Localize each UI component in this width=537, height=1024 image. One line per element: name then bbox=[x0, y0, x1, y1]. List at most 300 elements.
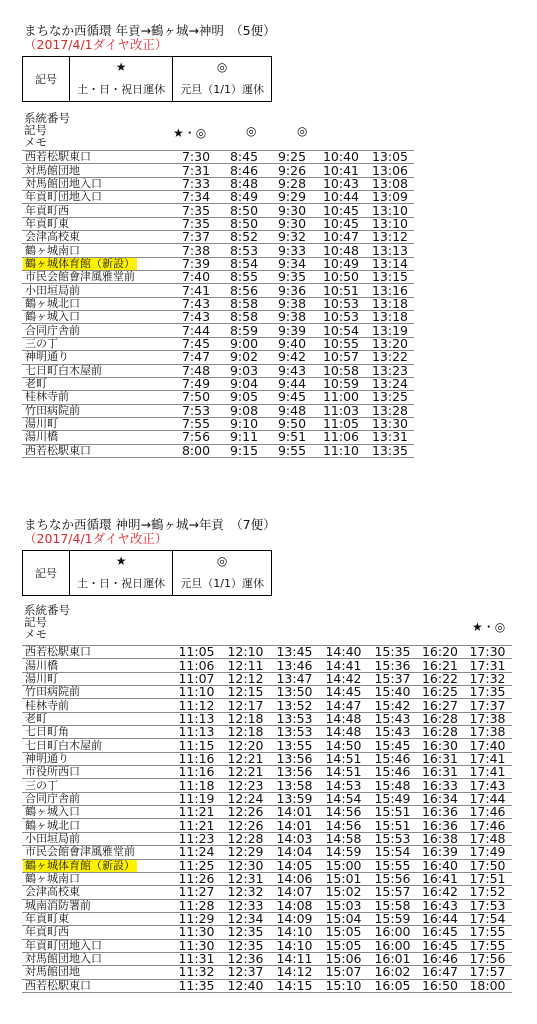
departure-time: 14:04 bbox=[270, 846, 319, 859]
departure-time: 17:38 bbox=[463, 726, 512, 739]
departure-time: 13:08 bbox=[366, 177, 414, 190]
departure-time: 13:47 bbox=[270, 672, 319, 685]
departure-time: 9:02 bbox=[220, 351, 268, 364]
timetable-body bbox=[22, 151, 414, 458]
departure-time: 9:40 bbox=[268, 337, 316, 350]
departure-time: 10:49 bbox=[316, 257, 366, 270]
stop-name bbox=[22, 151, 172, 164]
departure-time: 9:26 bbox=[268, 164, 316, 177]
departure-time: 16:01 bbox=[368, 952, 417, 965]
double-circle-icon: ◎ bbox=[173, 57, 272, 78]
departure-time: 9:10 bbox=[220, 417, 268, 430]
stop-name bbox=[22, 899, 172, 912]
meta-labels bbox=[24, 112, 70, 148]
stop-label: 七日町白木屋前 bbox=[25, 738, 102, 752]
stop-name bbox=[22, 404, 172, 417]
departure-time: 17:46 bbox=[463, 819, 512, 832]
departure-time: 13:18 bbox=[366, 311, 414, 324]
departure-time: 16:00 bbox=[368, 939, 417, 952]
departure-time: 17:55 bbox=[463, 926, 512, 939]
legend-table bbox=[22, 550, 272, 596]
timetable-body bbox=[22, 646, 512, 993]
departure-time: 7:35 bbox=[172, 217, 220, 230]
stop-label: 鶴ヶ城北口 bbox=[25, 818, 80, 832]
departure-time: 12:18 bbox=[221, 726, 270, 739]
departure-time: 16:22 bbox=[417, 672, 463, 685]
departure-time: 14:47 bbox=[319, 699, 368, 712]
departure-time: 13:12 bbox=[366, 231, 414, 244]
departure-time: 11:32 bbox=[172, 966, 221, 979]
stop-label: 鶴ヶ城入口 bbox=[25, 805, 80, 819]
departure-time: 9:38 bbox=[268, 297, 316, 310]
stop-name bbox=[22, 431, 172, 444]
departure-time: 8:50 bbox=[220, 217, 268, 230]
meta-route-number: 系統番号 bbox=[24, 603, 70, 617]
departure-time: 12:35 bbox=[221, 939, 270, 952]
departure-time: 9:30 bbox=[268, 217, 316, 230]
departure-time: 10:48 bbox=[316, 244, 366, 257]
departure-time: 14:06 bbox=[270, 872, 319, 885]
departure-time: 14:56 bbox=[319, 819, 368, 832]
stop-name bbox=[22, 231, 172, 244]
departure-time: 17:56 bbox=[463, 952, 512, 965]
table-row bbox=[22, 859, 512, 872]
departure-time: 14:50 bbox=[319, 739, 368, 752]
stop-name bbox=[22, 271, 172, 284]
table-row bbox=[22, 337, 414, 350]
departure-time: 10:47 bbox=[316, 231, 366, 244]
departure-time: 9:08 bbox=[220, 404, 268, 417]
departure-time: 13:22 bbox=[366, 351, 414, 364]
departure-time: 17:48 bbox=[463, 832, 512, 845]
departure-time: 13:20 bbox=[366, 337, 414, 350]
stop-label: 鶴ヶ城南口 bbox=[25, 243, 80, 257]
departure-time: 7:56 bbox=[172, 431, 220, 444]
departure-time: 11:06 bbox=[172, 659, 221, 672]
departure-time: 17:46 bbox=[463, 806, 512, 819]
departure-time: 15:37 bbox=[368, 672, 417, 685]
departure-time: 15:56 bbox=[368, 872, 417, 885]
double-circle-icon: ◎ bbox=[173, 551, 272, 572]
departure-time: 7:41 bbox=[172, 284, 220, 297]
table-row bbox=[22, 164, 414, 177]
departure-time: 15:01 bbox=[319, 872, 368, 885]
departure-time: 14:58 bbox=[319, 832, 368, 845]
stop-label: 神明通り bbox=[25, 350, 69, 364]
departure-time: 10:55 bbox=[316, 337, 366, 350]
stop-name bbox=[22, 752, 172, 765]
stop-name bbox=[22, 712, 172, 725]
departure-time: 15:05 bbox=[319, 939, 368, 952]
departure-time: 11:25 bbox=[172, 859, 221, 872]
departure-time: 12:12 bbox=[221, 672, 270, 685]
departure-time: 8:50 bbox=[220, 204, 268, 217]
table-row bbox=[22, 417, 414, 430]
departure-time: 9:55 bbox=[268, 444, 316, 457]
stop-label: 老町 bbox=[25, 377, 47, 391]
table-row bbox=[22, 739, 512, 752]
departure-time: 16:45 bbox=[417, 939, 463, 952]
stop-name bbox=[22, 952, 172, 965]
departure-time: 7:38 bbox=[172, 244, 220, 257]
departure-time: 16:20 bbox=[417, 646, 463, 659]
departure-time: 8:00 bbox=[172, 444, 220, 457]
departure-time: 9:38 bbox=[268, 311, 316, 324]
meta-symbol: 記号 bbox=[24, 123, 47, 137]
stop-label: 鶴ヶ城入口 bbox=[25, 310, 80, 324]
departure-time: 13:06 bbox=[366, 164, 414, 177]
stop-name bbox=[22, 444, 172, 457]
table-row bbox=[22, 231, 414, 244]
departure-time: 14:11 bbox=[270, 952, 319, 965]
departure-time: 12:31 bbox=[221, 872, 270, 885]
stop-label: 三の丁 bbox=[25, 778, 58, 792]
departure-time: 15:06 bbox=[319, 952, 368, 965]
table-row bbox=[22, 191, 414, 204]
departure-time: 11:00 bbox=[316, 391, 366, 404]
departure-time: 13:09 bbox=[366, 191, 414, 204]
stop-label: 桂林寺前 bbox=[25, 698, 69, 712]
departure-time: 14:51 bbox=[319, 752, 368, 765]
stop-name bbox=[22, 699, 172, 712]
departure-time: 12:35 bbox=[221, 926, 270, 939]
stop-label: 湯川橋 bbox=[25, 658, 58, 672]
departure-time: 13:46 bbox=[270, 659, 319, 672]
table-row bbox=[22, 792, 512, 805]
table-row bbox=[22, 766, 512, 779]
stop-name bbox=[22, 646, 172, 659]
table-row bbox=[22, 979, 512, 992]
stop-label: 小田垣局前 bbox=[25, 283, 80, 297]
stop-name bbox=[22, 926, 172, 939]
departure-time: 15:45 bbox=[368, 739, 417, 752]
table-row bbox=[22, 939, 512, 952]
departure-time: 13:15 bbox=[366, 271, 414, 284]
departure-time: 14:08 bbox=[270, 899, 319, 912]
departure-time: 12:20 bbox=[221, 739, 270, 752]
table-row bbox=[22, 311, 414, 324]
table-row bbox=[22, 659, 512, 672]
table-row bbox=[22, 364, 414, 377]
departure-time: 11:15 bbox=[172, 739, 221, 752]
stop-name bbox=[22, 886, 172, 899]
stop-label: 合同庁舎前 bbox=[25, 323, 80, 337]
departure-time: 8:45 bbox=[220, 151, 268, 164]
departure-time: 12:17 bbox=[221, 699, 270, 712]
stop-label: 七日町白木屋前 bbox=[25, 364, 102, 377]
departure-time: 12:21 bbox=[221, 752, 270, 765]
departure-time: 13:18 bbox=[366, 297, 414, 310]
meta-memo: メモ bbox=[24, 135, 47, 149]
stop-label: 市役所西口 bbox=[25, 765, 80, 779]
departure-time: 15:46 bbox=[368, 766, 417, 779]
departure-time: 7:55 bbox=[172, 417, 220, 430]
departure-time: 15:02 bbox=[319, 886, 368, 899]
departure-time: 9:50 bbox=[268, 417, 316, 430]
departure-time: 17:51 bbox=[463, 872, 512, 885]
departure-time: 11:26 bbox=[172, 872, 221, 885]
departure-time: 10:53 bbox=[316, 311, 366, 324]
departure-time: 14:10 bbox=[270, 926, 319, 939]
departure-time: 14:01 bbox=[270, 806, 319, 819]
stop-label: 老町 bbox=[25, 712, 47, 725]
departure-time: 16:31 bbox=[417, 752, 463, 765]
table-row bbox=[22, 846, 512, 859]
departure-time: 11:27 bbox=[172, 886, 221, 899]
stop-name bbox=[22, 779, 172, 792]
star-icon: ★ bbox=[70, 551, 173, 572]
table-row bbox=[22, 431, 414, 444]
departure-time: 8:58 bbox=[220, 311, 268, 324]
departure-time: 15:36 bbox=[368, 659, 417, 672]
departure-time: 9:48 bbox=[268, 404, 316, 417]
departure-time: 11:05 bbox=[316, 417, 366, 430]
departure-time: 14:40 bbox=[319, 646, 368, 659]
departure-time: 7:43 bbox=[172, 311, 220, 324]
departure-time: 14:05 bbox=[270, 859, 319, 872]
stop-name bbox=[22, 324, 172, 337]
stop-label: 桂林寺前 bbox=[25, 390, 69, 404]
departure-time: 13:10 bbox=[366, 204, 414, 217]
departure-time: 12:15 bbox=[221, 686, 270, 699]
stop-label: 年貢町西 bbox=[25, 203, 69, 217]
departure-time: 13:56 bbox=[270, 766, 319, 779]
departure-time: 14:09 bbox=[270, 912, 319, 925]
departure-time: 17:50 bbox=[463, 859, 512, 872]
departure-time: 11:13 bbox=[172, 726, 221, 739]
departure-time: 8:49 bbox=[220, 191, 268, 204]
departure-time: 14:15 bbox=[270, 979, 319, 992]
stop-name bbox=[22, 244, 172, 257]
departure-time: 14:42 bbox=[319, 672, 368, 685]
departure-time: 11:18 bbox=[172, 779, 221, 792]
stop-name bbox=[22, 417, 172, 430]
departure-time: 16:25 bbox=[417, 686, 463, 699]
stop-name bbox=[22, 686, 172, 699]
table-row bbox=[22, 752, 512, 765]
departure-time: 16:36 bbox=[417, 819, 463, 832]
table-row bbox=[22, 686, 512, 699]
departure-time: 7:49 bbox=[172, 377, 220, 390]
departure-time: 7:48 bbox=[172, 364, 220, 377]
departure-time: 13:59 bbox=[270, 792, 319, 805]
section-title: まちなか西循環 神明→鶴ヶ城→年貢 （7便） bbox=[24, 517, 276, 532]
departure-time: 17:40 bbox=[463, 739, 512, 752]
stop-label: 年貢町東 bbox=[25, 217, 69, 230]
departure-time: 10:50 bbox=[316, 271, 366, 284]
departure-time: 15:57 bbox=[368, 886, 417, 899]
stop-name bbox=[22, 164, 172, 177]
departure-time: 13:10 bbox=[366, 217, 414, 230]
departure-time: 14:56 bbox=[319, 806, 368, 819]
departure-time: 11:16 bbox=[172, 766, 221, 779]
departure-time: 12:34 bbox=[221, 912, 270, 925]
departure-time: 10:57 bbox=[316, 351, 366, 364]
departure-time: 15:59 bbox=[368, 912, 417, 925]
stop-name bbox=[22, 217, 172, 230]
meta-symbol: 記号 bbox=[24, 615, 47, 629]
departure-time: 9:44 bbox=[268, 377, 316, 390]
departure-time: 13:52 bbox=[270, 699, 319, 712]
departure-time: 9:33 bbox=[268, 244, 316, 257]
stop-label: 対馬館団地 bbox=[25, 163, 80, 177]
stop-label: 対馬館団地 bbox=[25, 965, 80, 979]
departure-time: 16:00 bbox=[368, 926, 417, 939]
departure-time: 11:10 bbox=[316, 444, 366, 457]
stop-label: 年貢町西 bbox=[25, 925, 69, 939]
departure-time: 10:54 bbox=[316, 324, 366, 337]
departure-time: 11:07 bbox=[172, 672, 221, 685]
table-row bbox=[22, 966, 512, 979]
departure-time: 11:10 bbox=[172, 686, 221, 699]
departure-time: 13:58 bbox=[270, 779, 319, 792]
departure-time: 15:54 bbox=[368, 846, 417, 859]
departure-time: 9:11 bbox=[220, 431, 268, 444]
departure-time: 13:55 bbox=[270, 739, 319, 752]
departure-time: 12:21 bbox=[221, 766, 270, 779]
departure-time: 16:44 bbox=[417, 912, 463, 925]
stop-name bbox=[22, 177, 172, 190]
departure-time: 9:25 bbox=[268, 151, 316, 164]
section-subtitle: （2017/4/1ダイヤ改正） bbox=[24, 531, 168, 546]
departure-time: 14:59 bbox=[319, 846, 368, 859]
legend-circle-text: 元旦（1/1）運休 bbox=[173, 78, 272, 102]
table-row bbox=[22, 806, 512, 819]
departure-time: 15:58 bbox=[368, 899, 417, 912]
stop-name bbox=[22, 739, 172, 752]
departure-time: 8:56 bbox=[220, 284, 268, 297]
departure-time: 13:14 bbox=[366, 257, 414, 270]
departure-time: 10:40 bbox=[316, 151, 366, 164]
departure-time: 16:39 bbox=[417, 846, 463, 859]
departure-time: 15:51 bbox=[368, 806, 417, 819]
departure-time: 16:50 bbox=[417, 979, 463, 992]
timetable-1 bbox=[22, 150, 414, 458]
departure-time: 12:36 bbox=[221, 952, 270, 965]
stop-label: 会津高校東 bbox=[25, 230, 80, 244]
departure-time: 13:50 bbox=[270, 686, 319, 699]
meta-memo: メモ bbox=[24, 627, 47, 641]
stop-label: 七日町角 bbox=[25, 725, 69, 739]
departure-time: 14:48 bbox=[319, 712, 368, 725]
departure-time: 9:42 bbox=[268, 351, 316, 364]
table-row bbox=[22, 912, 512, 925]
star-icon: ★ bbox=[70, 57, 173, 78]
table-row bbox=[22, 204, 414, 217]
departure-time: 12:28 bbox=[221, 832, 270, 845]
departure-time: 13:53 bbox=[270, 726, 319, 739]
departure-time: 8:53 bbox=[220, 244, 268, 257]
departure-time: 14:53 bbox=[319, 779, 368, 792]
departure-time: 17:31 bbox=[463, 659, 512, 672]
departure-time: 7:47 bbox=[172, 351, 220, 364]
departure-time: 13:24 bbox=[366, 377, 414, 390]
departure-time: 18:00 bbox=[463, 979, 512, 992]
table-row bbox=[22, 832, 512, 845]
departure-time: 13:45 bbox=[270, 646, 319, 659]
stop-label: 市民会館會津風雅堂前 bbox=[25, 845, 135, 859]
legend-label: 記号 bbox=[23, 57, 70, 102]
stop-name bbox=[22, 364, 172, 377]
stop-label: 西若松駅東口 bbox=[25, 979, 91, 992]
departure-time: 9:34 bbox=[268, 257, 316, 270]
departure-time: 9:15 bbox=[220, 444, 268, 457]
departure-time: 14:01 bbox=[270, 819, 319, 832]
departure-time: 15:10 bbox=[319, 979, 368, 992]
departure-time: 16:27 bbox=[417, 699, 463, 712]
stop-label: 小田垣局前 bbox=[25, 832, 80, 845]
departure-time: 11:06 bbox=[316, 431, 366, 444]
departure-time: 14:03 bbox=[270, 832, 319, 845]
stop-label: 鶴ヶ城南口 bbox=[25, 872, 80, 886]
departure-time: 13:19 bbox=[366, 324, 414, 337]
table-row bbox=[22, 899, 512, 912]
departure-time: 16:43 bbox=[417, 899, 463, 912]
table-row bbox=[22, 351, 414, 364]
departure-time: 16:45 bbox=[417, 926, 463, 939]
meta-labels bbox=[24, 604, 70, 640]
departure-time: 12:37 bbox=[221, 966, 270, 979]
departure-time: 10:51 bbox=[316, 284, 366, 297]
departure-time: 15:46 bbox=[368, 752, 417, 765]
departure-time: 15:53 bbox=[368, 832, 417, 845]
departure-time: 15:43 bbox=[368, 712, 417, 725]
table-row bbox=[22, 712, 512, 725]
departure-time: 15:35 bbox=[368, 646, 417, 659]
departure-time: 9:35 bbox=[268, 271, 316, 284]
departure-time: 16:38 bbox=[417, 832, 463, 845]
departure-time: 14:54 bbox=[319, 792, 368, 805]
table-row bbox=[22, 646, 512, 659]
departure-time: 16:02 bbox=[368, 966, 417, 979]
departure-time: 9:28 bbox=[268, 177, 316, 190]
stop-name bbox=[22, 832, 172, 845]
departure-time: 15:40 bbox=[368, 686, 417, 699]
table-row bbox=[22, 886, 512, 899]
departure-time: 7:30 bbox=[172, 151, 220, 164]
departure-time: 14:07 bbox=[270, 886, 319, 899]
legend-star-text: 土・日・祝日運休 bbox=[70, 78, 173, 102]
stop-name bbox=[22, 351, 172, 364]
departure-time: 13:05 bbox=[366, 151, 414, 164]
departure-time: 10:59 bbox=[316, 377, 366, 390]
stop-name bbox=[22, 337, 172, 350]
departure-time: 11:29 bbox=[172, 912, 221, 925]
departure-time: 10:58 bbox=[316, 364, 366, 377]
departure-time: 14:51 bbox=[319, 766, 368, 779]
stop-label: 鶴ヶ城北口 bbox=[25, 297, 80, 310]
timetable-2 bbox=[22, 645, 512, 993]
trip-mark: ★・◎ bbox=[173, 126, 207, 140]
stop-name bbox=[22, 846, 172, 859]
table-row bbox=[22, 377, 414, 390]
departure-time: 16:05 bbox=[368, 979, 417, 992]
departure-time: 16:46 bbox=[417, 952, 463, 965]
departure-time: 11:19 bbox=[172, 792, 221, 805]
stop-name bbox=[22, 204, 172, 217]
meta-route-number: 系統番号 bbox=[24, 111, 70, 125]
trip-mark: ◎ bbox=[246, 124, 257, 138]
table-row bbox=[22, 672, 512, 685]
stop-name bbox=[22, 297, 172, 310]
departure-time: 16:33 bbox=[417, 779, 463, 792]
departure-time: 15:42 bbox=[368, 699, 417, 712]
departure-time: 7:35 bbox=[172, 204, 220, 217]
departure-time: 16:42 bbox=[417, 886, 463, 899]
departure-time: 14:41 bbox=[319, 659, 368, 672]
legend-circle-text: 元旦（1/1）運休 bbox=[173, 572, 272, 596]
departure-time: 14:12 bbox=[270, 966, 319, 979]
